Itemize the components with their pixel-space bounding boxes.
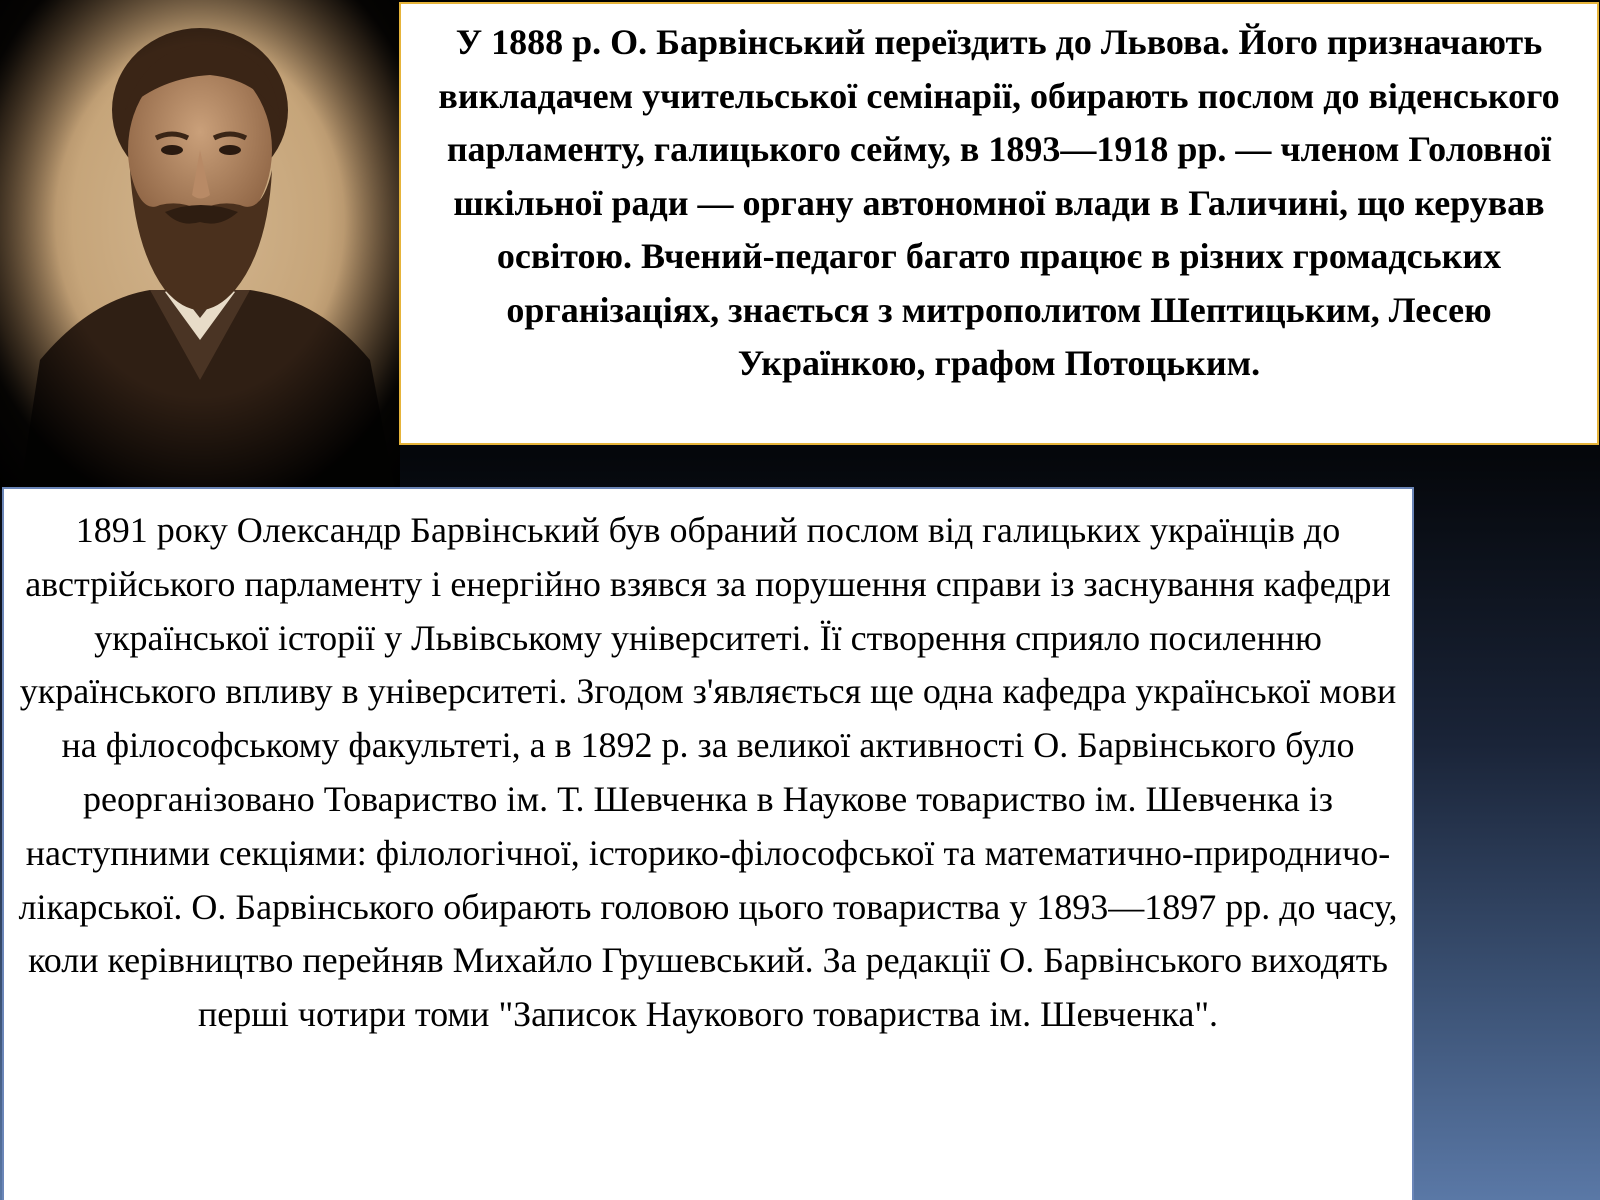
portrait-illustration — [0, 0, 400, 490]
portrait-image — [0, 0, 400, 490]
top-paragraph: У 1888 р. О. Барвінський переїздить до Львова. Його призначають викладачем учительської семінарії, обирають послом до віденського парламенту, галицького сейму, в 1893—1918 рр. — членом Головної шкільної ради — органу автономної влади в Галичині, що керував освітою. Вчений-педагог багато працює в різних громадських організаціях, знається з митрополитом Шептицьким, Лесею Українкою, графом Потоцьким. — [438, 22, 1560, 383]
bottom-text-box — [2, 487, 1414, 1200]
top-text-box — [399, 2, 1599, 445]
bottom-paragraph: 1891 року Олександр Барвінський був обраний послом від галицьких українців до австрійського парламенту і енергійно взявся за порушення справи із заснування кафедри української історії у Львівському університеті. Її створення сприяло посиленню українського впливу в університеті. Згодом з'являється ще одна кафедра української мови на філософському факультеті, а в 1892 р. за великої активності О. Барвінського було реорганізовано Товариство ім. Т. Шевченка в Наукове товариство ім. Шевченка із наступними секціями: філологічної, історико-філософської та математично-природничо-лікарської. О. Барвінського обирають головою цього товариства у 1893—1897 рр. до часу, коли керівництво перейняв Михайло Грушевський. За редакції О. Барвінського виходять перші чотири томи "Записок Наукового товариства ім. Шевченка". — [18, 510, 1398, 1035]
